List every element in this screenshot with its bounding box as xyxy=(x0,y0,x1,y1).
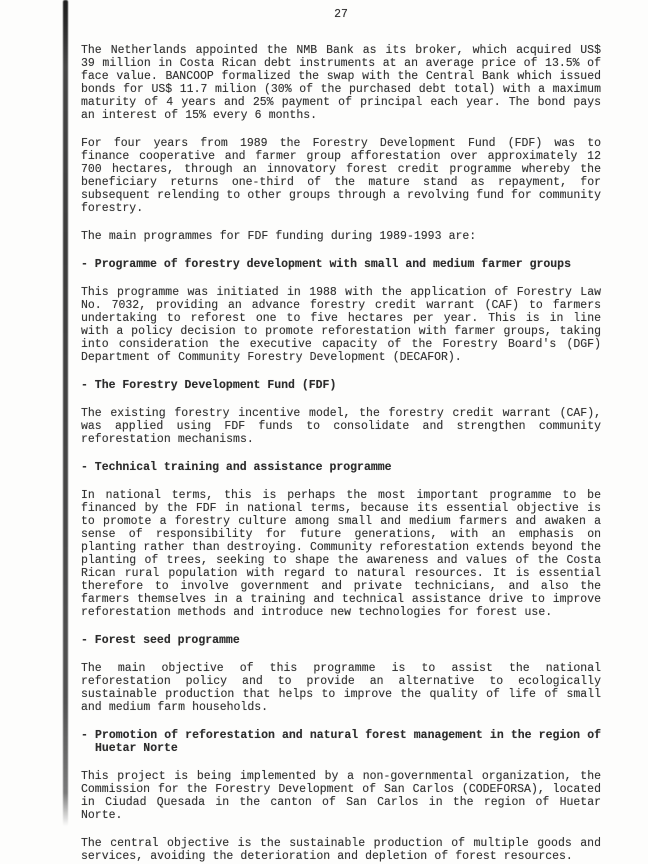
page-content xyxy=(81,8,601,864)
section-heading-fdf: - The Forestry Development Fund (FDF) xyxy=(81,379,337,392)
paragraph-caf-model: The existing forestry incentive model, the forestry credit warrant (CAF), was applied using FDF funds to consolidate and strengthen community reforestation mechanisms. xyxy=(81,407,601,446)
paragraph-codeforsa: This project is being implemented by a non-governmental organization, the Commission for the Forestry Development of San Carlos (CODEFORSA), located in Ciudad Quesada in the canton of San Carlos in the region of Huetar Norte. xyxy=(81,770,601,822)
paragraph-law-7032: This programme was initiated in 1988 with the application of Forestry Law No. 7032, providing an advance forestry credit warrant (CAF) to farmers undertaking to reforest one to five hectares per year. This is in line with a policy decision to promote reforestation with farmer groups, taking into consideration the executive capacity of the Forestry Board's (DGF) Department of Community Forestry Development (DECAFOR). xyxy=(81,286,601,364)
section-heading-technical-training: - Technical training and assistance programme xyxy=(81,461,392,474)
paragraph-main-programmes-intro: The main programmes for FDF funding during 1989-1993 are: xyxy=(81,230,477,243)
paragraph-fdf-four-years: For four years from 1989 the Forestry Development Fund (FDF) was to finance cooperative and farmer group afforestation over approximately 12 700 hectares, through an innovatory forest credit programme whereby the beneficiary returns one-third of the mature stand as repayment, for subsequent relending to other groups through a revolving fund for community forestry. xyxy=(81,137,601,215)
section-heading-farmer-groups: - Programme of forestry development with small and medium farmer groups xyxy=(81,258,571,271)
section-heading-huetar-norte: - Promotion of reforestation and natural forest management in the region of Huetar Norte xyxy=(81,729,601,755)
paragraph-national-terms: In national terms, this is perhaps the most important programme to be financed by the FDF in national terms, because its essential objective is to promote a forestry culture among small and medium farmers and awaken a sense of responsibility for future generations, with an emphasis on planting rather than destroying. Community reforestation extends beyond the planting of trees, seeking to shape the awareness and values of the Costa Rican rural population with regard to natural resources. It is essential therefore to involve government and private technicians, and also the farmers themselves in a training and technical assistance drive to improve reforestation methods and introduce new technologies for forest use. xyxy=(81,489,601,619)
page-number: 27 xyxy=(334,8,348,21)
paragraph-seed-objective: The main objective of this programme is to assist the national reforestation policy and to provide an alternative to ecologically sustainable production that helps to improve the quality of life of small and medium farm households. xyxy=(81,662,601,714)
section-heading-forest-seed: - Forest seed programme xyxy=(81,634,240,647)
paragraph-netherlands-nmb-bank: The Netherlands appointed the NMB Bank as its broker, which acquired US$ 39 million in Costa Rican debt instruments at an average price of 13.5% of face value. BANCOOP formalized the swap with the Central Bank which issued bonds for US$ 11.7 milion (30% of the purchased debt total) with a maximum maturity of 4 years and 25% payment of principal each year. The bond pays an interest of 15% every 6 months. xyxy=(81,44,601,122)
paragraph-central-objective: The central objective is the sustainable production of multiple goods and services, avoiding the deterioration and depletion of forest resources. xyxy=(81,837,601,863)
scan-edge-artifact xyxy=(63,0,68,826)
